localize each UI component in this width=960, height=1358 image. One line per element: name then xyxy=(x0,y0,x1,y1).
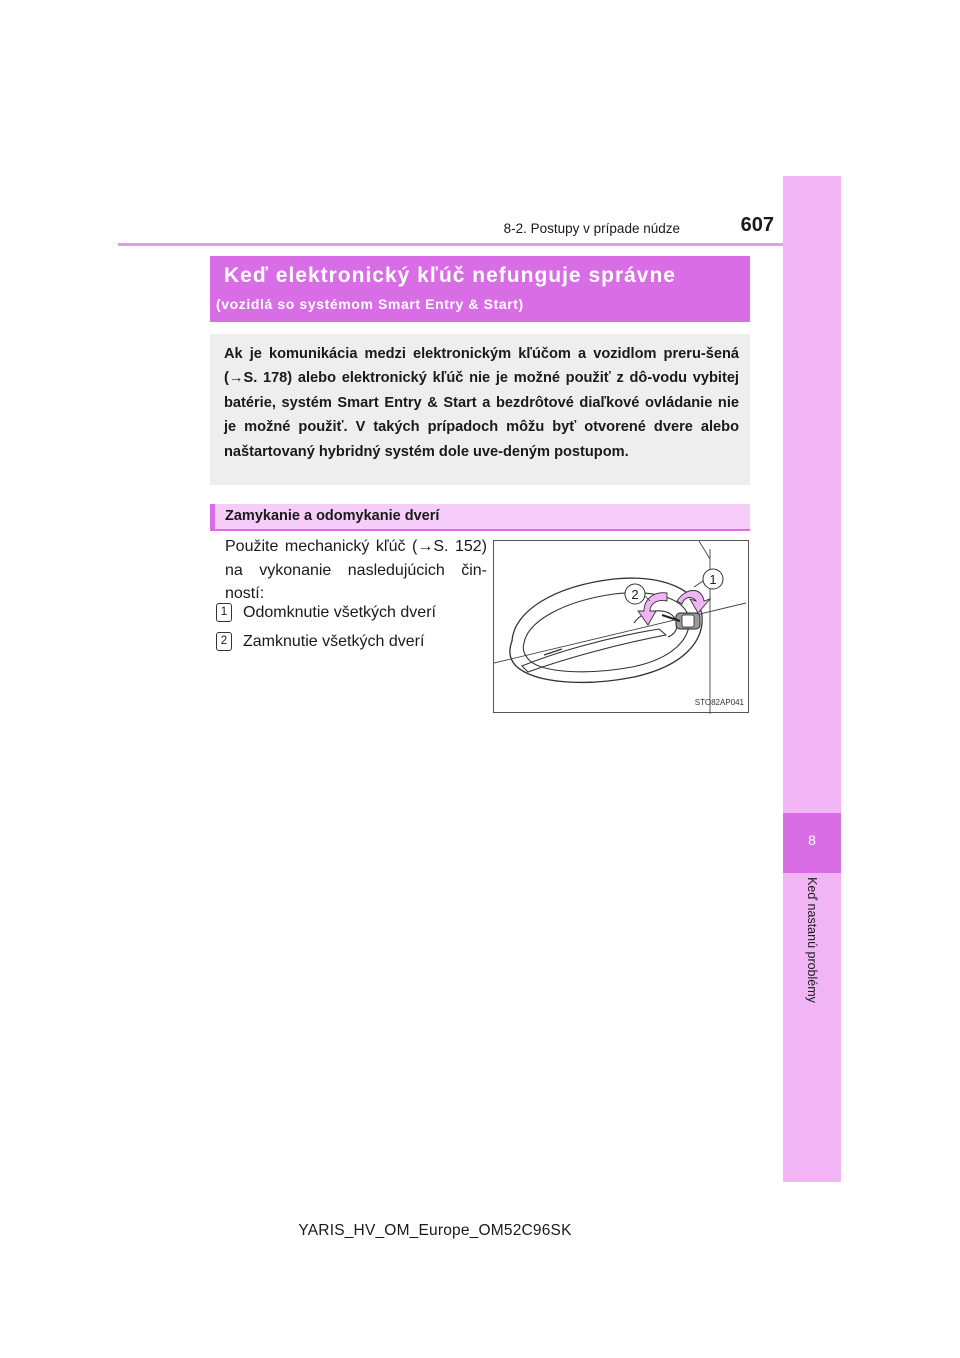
list-item xyxy=(216,632,424,651)
figure-code: STO82AP041 xyxy=(694,698,744,707)
intro-box xyxy=(210,334,750,485)
callout-2: 2 xyxy=(631,587,639,602)
callout-1: 1 xyxy=(709,572,717,587)
page-title: Keď elektronický kľúč nefunguje správne xyxy=(224,264,676,287)
page-subtitle: (vozidlá so systémom Smart Entry & Start) xyxy=(216,296,524,312)
list-item xyxy=(216,603,436,622)
list-item-label: Odomknutie všetkých dverí xyxy=(243,604,436,621)
section-heading-underline xyxy=(210,529,750,531)
title-banner xyxy=(210,256,750,322)
section-body-text: Použite mechanický kľúč (→S. 152) na vykonanie nasledujúcich čin-ností: xyxy=(225,538,487,602)
door-handle-illustration xyxy=(493,540,749,713)
list-item-label: Zamknutie všetkých dverí xyxy=(243,633,425,650)
list-item-number: 1 xyxy=(216,603,232,622)
footer-document-id: YARIS_HV_OM_Europe_OM52C96SK xyxy=(298,1222,572,1239)
section-heading-bar xyxy=(210,504,750,529)
header-section-title: 8-2. Postupy v prípade núdze xyxy=(503,221,680,236)
list-item-number: 2 xyxy=(216,632,232,651)
door-handle-drawing xyxy=(494,541,750,714)
intro-text: Ak je komunikácia medzi elektronickým kľúčom a vozidlom preru-šená (→S. 178) alebo elektronický kľúč nie je možné použiť z dô-vodu vybitej batérie, systém Smart Entry & Start a bezdrôtové diaľkové ovládanie nie je možné použiť. V takých prípadoch môžu byť otvorené dvere alebo naštartovaný hybridný systém dole uve-deným postupom. xyxy=(224,346,739,460)
side-tab xyxy=(783,176,841,1182)
chapter-title: Keď nastanú problémy xyxy=(805,877,819,1003)
header-divider xyxy=(118,243,783,246)
section-title: Zamykanie a odomykanie dverí xyxy=(225,508,440,524)
page-number: 607 xyxy=(740,214,774,236)
chapter-number: 8 xyxy=(808,832,816,848)
